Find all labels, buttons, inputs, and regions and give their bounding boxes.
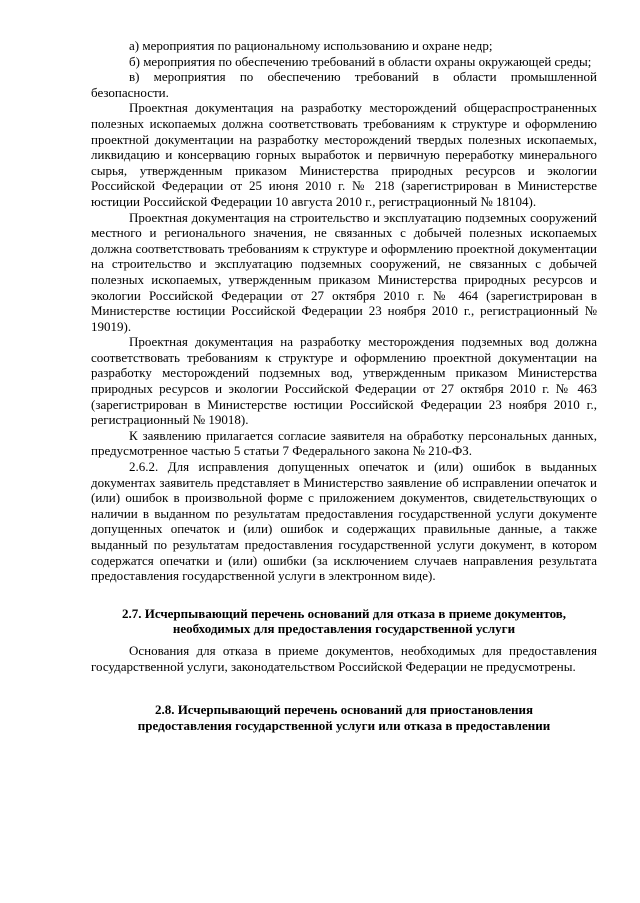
paragraph-measures-subsoil: а) мероприятия по рациональному использованию и охране недр; [129, 38, 493, 53]
section-heading-2-8 [91, 702, 597, 733]
section-heading-2-8-line2: предоставления государственной услуги или отказа в предоставлении [137, 717, 551, 733]
paragraph-measures-environment: б) мероприятия по обеспечению требований в области охраны окружающей среды; [129, 53, 592, 69]
paragraph-project-docs-common-minerals: Проектная документация на разработку месторождений общераспространенных полезных ископаемых должна соответствовать требованиям к структуре и оформлению проектной документации на разработку месторождений твердых полезных ископаемых, ликвидацию и консервацию горных выработок и первичную переработку минерального сырья, утвержденным приказом Министерства природных ресурсов и экологии Российской Федерации от 25 июня 2010 г. № 218 (зарегистрирован в Министерстве юстиции Российской Федерации 10 августа 2010 г., регистрационный № 18104). [91, 100, 597, 209]
paragraph-2-7-body: Основания для отказа в приеме документов, необходимых для предоставления государственной услуги, законодательством Российской Федерации не предусмотрены. [91, 642, 597, 674]
paragraph-2-6-2-corrections: 2.6.2. Для исправления допущенных опечаток и (или) ошибок в выданных документах заявитель представляет в Министерство заявление об исправлении опечаток и (или) ошибок в произвольной форме с приложением документов, свидетельствующих о наличии в выданном по результатам предоставления государственной услуги документе допущенных опечаток и (или) ошибок и содержащих правильные данные, а также выданный по результатам предоставления государственной услуги документ, в котором содержатся опечатки и (или) ошибки (за исключением случаев направления результата предоставления государственной услуги в электронном виде). [91, 459, 597, 584]
section-heading-2-7-line2: необходимых для предоставления государственной услуги [172, 621, 516, 637]
paragraph-measures-industrial-safety: в) мероприятия по обеспечению требований в области промышленной безопасности. [91, 69, 597, 100]
document-page [91, 38, 597, 733]
paragraph-project-docs-groundwater: Проектная документация на разработку месторождения подземных вод должна соответствовать требованиям к структуре и оформлению проектной документации на разработку месторождений подземных вод, утвержденным приказом Министерства природных ресурсов и экологии Российской Федерации от 27 октября 2010 г. № 463 (зарегистрирован в Министерстве юстиции Российской Федерации 23 ноября 2010 г., регистрационный № 19018). [91, 334, 597, 428]
paragraph-project-docs-underground-structures: Проектная документация на строительство и эксплуатацию подземных сооружений местного и регионального значения, не связанных с добычей полезных ископаемых должна соответствовать требованиям к структуре и оформлению проектной документации на строительство и эксплуатацию подземных сооружений, не связанных с добычей полезных ископаемых, утвержденным приказом Министерства природных ресурсов и экологии Российской Федерации от 27 октября 2010 г. № 464 (зарегистрирован в Министерстве юстиции Российской Федерации 23 ноября 2010 г., регистрационный № 19019). [91, 209, 597, 334]
paragraph-personal-data-consent: К заявлению прилагается согласие заявителя на обработку персональных данных, предусмотренное частью 5 статьи 7 Федерального закона № 210-ФЗ. [91, 427, 597, 459]
section-heading-2-8-line1: 2.8. Исчерпывающий перечень оснований для приостановления [154, 702, 534, 718]
section-heading-2-7-line1: 2.7. Исчерпывающий перечень оснований для отказа в приеме документов, [121, 605, 567, 621]
section-heading-2-7 [91, 606, 597, 637]
